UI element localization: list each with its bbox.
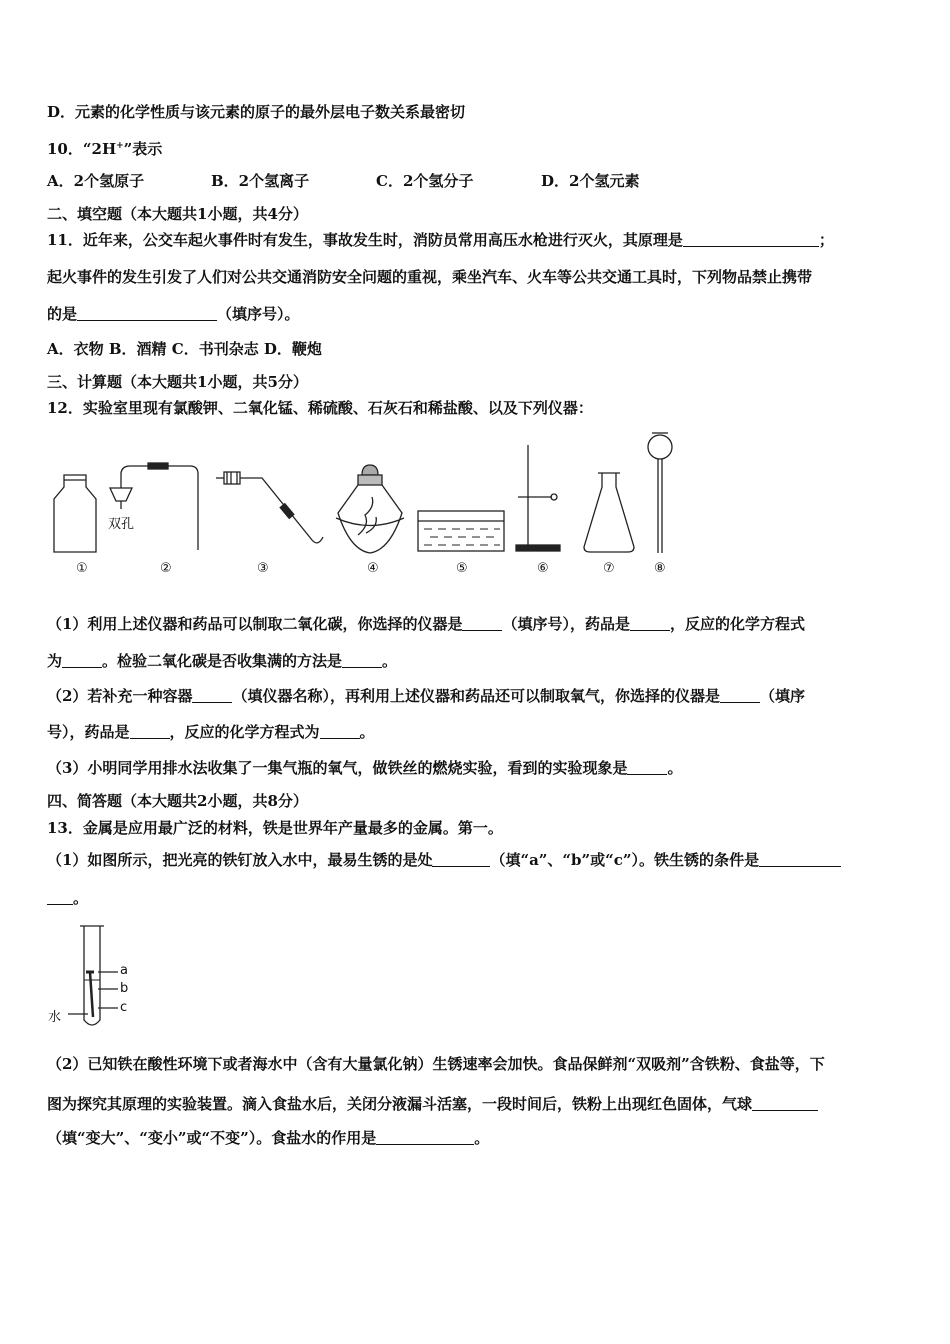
stopper-label: 双孔 xyxy=(108,517,135,532)
section-4-heading: 四、简答题（本大题共2小题，共8分） xyxy=(47,792,308,810)
section-3-heading: 三、计算题（本大题共1小题，共5分） xyxy=(47,373,308,391)
q10-option-c: C．2个氢分子 xyxy=(376,172,474,190)
apparatus-label-7: ⑦ xyxy=(603,561,615,576)
separating-funnel-icon xyxy=(648,433,672,553)
stopper-bent-tube-icon xyxy=(216,472,323,543)
water-trough-icon xyxy=(418,511,504,551)
iron-nail-icon xyxy=(86,972,94,1017)
q9-option-d: D．元素的化学性质与该元素的原子的最外层电子数关系最密切 xyxy=(47,103,466,121)
q12-part3: （3）小明同学用排水法收集了一集气瓶的氧气，做铁丝的燃烧实验，看到的实验现象是 。 xyxy=(47,759,683,777)
q10-option-d: D．2个氢元素 xyxy=(541,172,640,190)
reagent-bottle-icon xyxy=(54,475,96,552)
q11-line-1: 11．近年来，公交车起火事件时有发生，事故发生时，消防员常用高压水枪进行灭火，其原理是 ； xyxy=(47,231,834,249)
q11-options: A．衣物 B．酒精 C．书刊杂志 D．鞭炮 xyxy=(47,340,322,358)
test-tube-figure xyxy=(60,922,140,1032)
section-2-heading: 二、填空题（本大题共1小题，共4分） xyxy=(47,205,308,223)
q13-part2-line1: （2）已知铁在酸性环境下或者海水中（含有大量氯化钠）生锈速率会加快。食品保鲜剂“双吸剂”含铁粉、食盐等，下 xyxy=(47,1055,825,1073)
iron-stand-icon xyxy=(516,445,560,551)
apparatus-label-8: ⑧ xyxy=(654,561,666,576)
label-b: b xyxy=(120,981,129,996)
two-hole-stopper-tube-icon xyxy=(110,463,198,550)
q12-part1-line1: （1）利用上述仪器和药品可以制取二氧化碳，你选择的仪器是 （填序号），药品是 ，反应的化学方程式 xyxy=(47,615,805,633)
apparatus-label-5: ⑤ xyxy=(456,561,468,576)
label-a: a xyxy=(120,963,128,978)
q12-part2-line2: 号），药品是 ，反应的化学方程式为 。 xyxy=(47,723,375,741)
q13-part2-line2: 图为探究其原理的实验装置。滴入食盐水后，关闭分液漏斗活塞，一段时间后，铁粉上出现红色固体，气球 xyxy=(47,1094,818,1114)
q13-stem: 13．金属是应用最广泛的材料，铁是世界年产量最多的金属。第一。 xyxy=(47,819,503,837)
q10-stem: 10．“2H+”表示 xyxy=(47,140,163,158)
q13-part2-line3: （填“变大”、“变小”或“不变”）。食盐水的作用是 。 xyxy=(47,1129,490,1147)
apparatus-label-2: ② xyxy=(160,561,172,576)
alcohol-lamp-icon xyxy=(336,465,404,553)
q11-line-3: 的是 （填序号）。 xyxy=(47,305,300,323)
label-water: 水 xyxy=(48,1010,62,1025)
q11-line-2: 起火事件的发生引发了人们对公共交通消防安全问题的重视，乘坐汽车、火车等公共交通工具时，下列物品禁止携带 xyxy=(47,268,813,286)
q13-part1-line1: （1）如图所示，把光亮的铁钉放入水中，最易生锈的是处 （填“a”、“b”或“c”）。铁生锈的条件是 xyxy=(47,850,841,870)
apparatus-label-1: ① xyxy=(76,561,88,576)
apparatus-label-6: ⑥ xyxy=(537,561,549,576)
q12-part2-line1: （2）若补充一种容器 （填仪器名称），再利用上述仪器和药品还可以制取氧气，你选择的仪器是 （填序 xyxy=(47,687,805,705)
label-c: c xyxy=(120,1000,128,1015)
apparatus-label-4: ④ xyxy=(367,561,379,576)
q12-stem: 12．实验室里现有氯酸钾、二氧化锰、稀硫酸、石灰石和稀盐酸、以及下列仪器： xyxy=(47,399,593,417)
q13-part1-line2: 。 xyxy=(47,888,88,908)
q10-option-b: B．2个氢离子 xyxy=(211,172,310,190)
q10-option-a: A．2个氢原子 xyxy=(47,172,145,190)
apparatus-figure xyxy=(40,425,700,560)
conical-flask-icon xyxy=(584,473,634,552)
apparatus-label-3: ③ xyxy=(257,561,269,576)
q12-part1-line2: 为 。检验二氧化碳是否收集满的方法是 。 xyxy=(47,652,398,670)
